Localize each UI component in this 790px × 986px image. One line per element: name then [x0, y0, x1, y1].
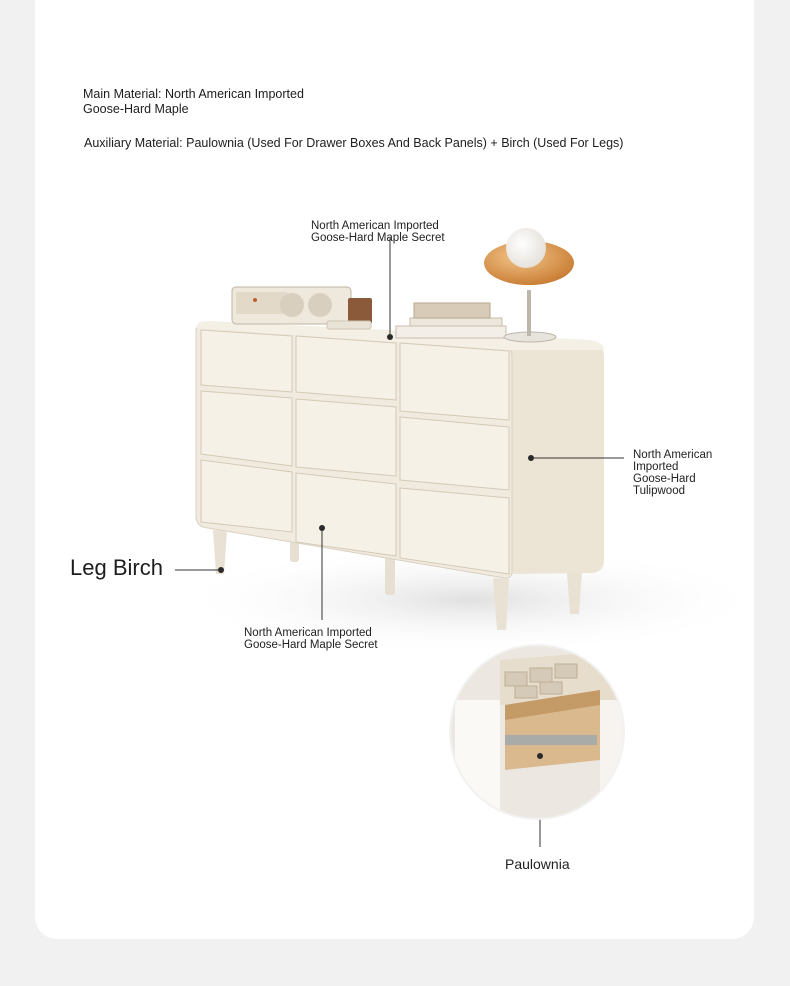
leg-birch-label: Leg Birch: [70, 555, 163, 580]
drawer-r1-c3: [400, 343, 509, 420]
drawer-r2-c1: [201, 391, 292, 466]
auxiliary-material-text: Auxiliary Material: Paulownia (Used For Drawer Boxes And Back Panels) + Birch (Used For Legs): [84, 136, 624, 150]
callout-side-line4: Tulipwood: [633, 485, 685, 497]
drawer-r3-c2: [296, 473, 396, 556]
callout-side-line1: North American: [633, 449, 713, 461]
drawer-r1-c1: [201, 330, 292, 392]
callout-side-line2: Imported: [633, 461, 679, 473]
books-decoration: [396, 303, 506, 338]
drawer-r1-c2: [296, 336, 396, 400]
cup-decoration: [348, 298, 372, 324]
leg-back-right: [385, 555, 395, 595]
drawer-r3-c1: [201, 460, 292, 532]
callout-dot-paulownia: [537, 753, 543, 759]
main-material-line2: Goose-Hard Maple: [83, 102, 189, 116]
drawer-r2-c2: [296, 399, 396, 476]
radio-decoration: [232, 287, 351, 324]
callout-bottom-line2: Goose-Hard Maple Secret: [244, 639, 378, 651]
callout-side-line3: Goose-Hard: [633, 473, 696, 485]
paulownia-label: Paulownia: [505, 856, 570, 872]
callout-top-line2: Goose-Hard Maple Secret: [311, 232, 445, 244]
tray-decoration: [327, 321, 371, 329]
callout-dot-bottom: [319, 525, 325, 531]
drawer-grid: [201, 330, 509, 574]
callout-dot-side: [528, 455, 534, 461]
callout-side-label: [633, 449, 712, 497]
callout-dot-top: [387, 334, 393, 340]
drawer-detail-inset: [449, 644, 625, 820]
callout-bottom-line1: North American Imported: [244, 627, 372, 639]
callout-top-label: [311, 220, 445, 244]
main-material-line1: Main Material: North American Imported: [83, 87, 304, 101]
drawer-r2-c3: [400, 417, 509, 490]
callout-bottom-label: [244, 627, 378, 651]
callout-dot-leg: [218, 567, 224, 573]
callout-top-line1: North American Imported: [311, 220, 439, 232]
